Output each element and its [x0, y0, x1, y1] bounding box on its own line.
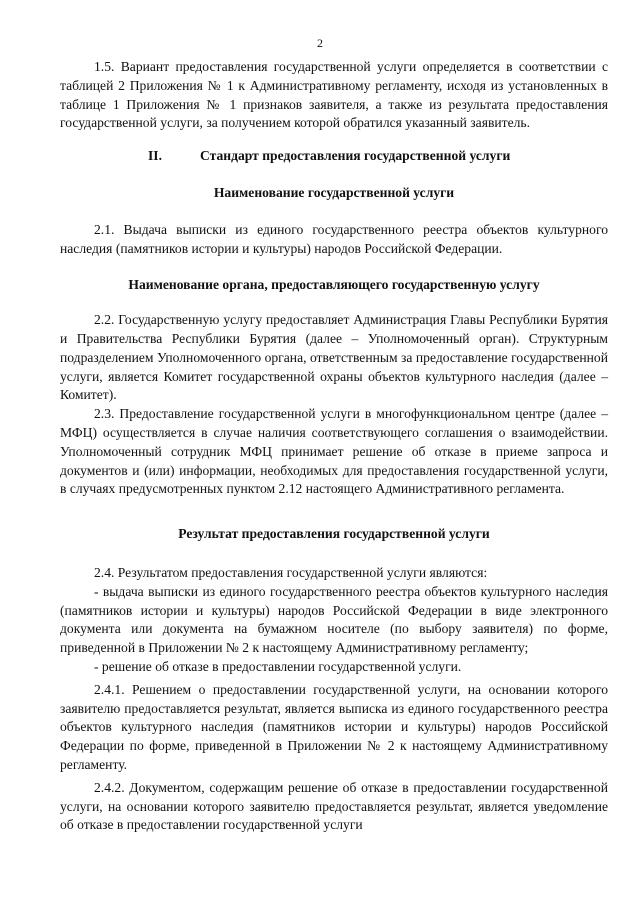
- list-item: - решение об отказе в предоставлении государственной услуги.: [94, 658, 462, 674]
- paragraph-2-2: 2.2. Государственную услугу предоставляет Администрация Главы Республики Бурятия и Правительства Республики Бурятия (далее – Уполномоченный орган). Структурным подразделением Уполномоченного органа, ответственным за предоставление государственной услуги, является Комитет государственной охраны объектов культурного наследия (далее – Комитет).: [60, 312, 608, 403]
- section-heading: [60, 147, 608, 166]
- paragraph-1-5: 1.5. Вариант предоставления государственной услуги определяется в соответствии с таблицей 2 Приложения № 1 к Административному регламенту, исходя из установленных в таблице 1 Приложения № 1 признаков заявителя, а также из результата предоставления государственной услуги, за получением которой обратился указанный заявитель.: [60, 59, 608, 131]
- paragraph-2-1: 2.1. Выдача выписки из единого государственного реестра объектов культурного наследия (памятников истории и культуры) народов Российской Федерации.: [60, 221, 608, 256]
- section-number: II.: [148, 148, 162, 164]
- list-item: - выдача выписки из единого государственного реестра объектов культурного наследия (памятников истории и культуры) народов Российской Федерации в виде электронного документа или документа на бумажном носителе (по выбору заявителя) по форме, приведенной в Приложении № 2 к настоящему Административному регламенту;: [60, 583, 608, 656]
- section-title: Стандарт предоставления государственной услуги: [199, 148, 511, 164]
- heading-providing-authority: Наименование органа, предоставляющего государственную услугу: [128, 277, 540, 293]
- heading-service-name: Наименование государственной услуги: [213, 184, 455, 200]
- document-body: [60, 58, 608, 835]
- paragraph-2-4: 2.4. Результатом предоставления государственной услуги являются:: [94, 564, 488, 580]
- paragraph-2-4-1: 2.4.1. Решением о предоставлении государственной услуги, на основании которого заявителю предоставляется результат, является выписка из единого государственного реестра объектов культурного наследия (памятников истории и культуры) народов Российской Федерации по форме, приведенной в Приложении № 2 к настоящему Административному регламенту.: [60, 681, 608, 772]
- paragraph-2-3: 2.3. Предоставление государственной услуги в многофункциональном центре (далее – МФЦ) осуществляется в случае наличия соответствующего соглашения о взаимодействии. Уполномоченный сотрудник МФЦ принимает решение об отказе в приеме запроса и документов и (или) информации, необходимых для предоставления государственной услуги, в случаях предусмотренных пунктом 2.12 настоящего Административного регламента.: [60, 406, 608, 497]
- heading-service-result: Результат предоставления государственной услуги: [178, 526, 490, 542]
- paragraph-2-4-2: 2.4.2. Документом, содержащим решение об отказе в предоставлении государственной услуги, на основании которого заявителю предоставляется результат, является уведомление об отказе в предоставлении государственной услуги: [60, 779, 608, 833]
- page-number: 2: [317, 36, 323, 50]
